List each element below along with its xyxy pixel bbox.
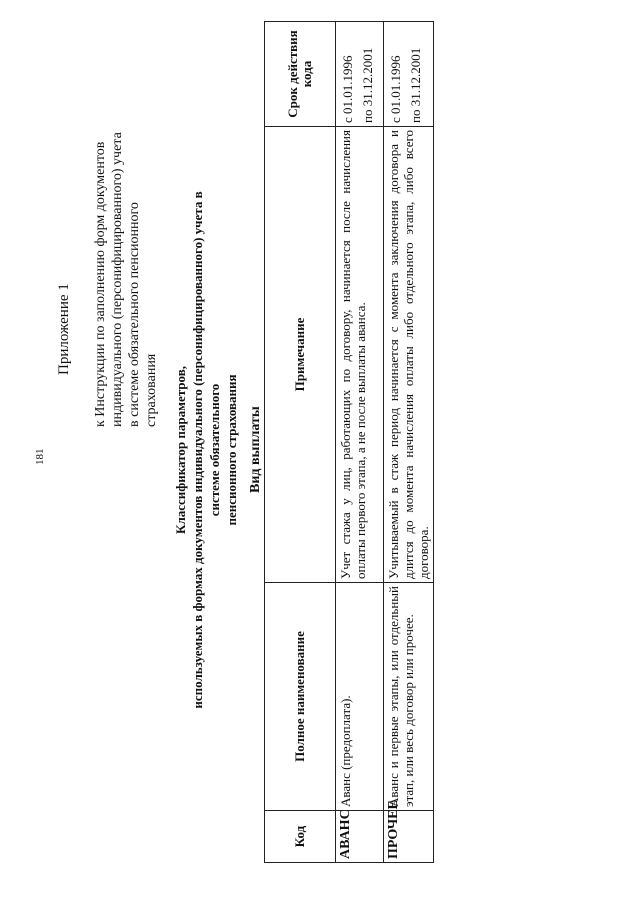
row-name: Аванс (предоплата). bbox=[336, 583, 384, 811]
term-to: по 31.12.2001 bbox=[408, 47, 423, 123]
page-number: 181 bbox=[34, 448, 46, 465]
title-line-3: пенсионного страхования bbox=[224, 374, 239, 526]
row-name: Аванс и первые этапы, или отдельный этап, или весь договор или прочее. bbox=[384, 583, 434, 811]
table-row bbox=[336, 22, 384, 863]
term-to: по 31.12.2001 bbox=[360, 47, 375, 123]
row-term bbox=[336, 22, 384, 127]
row-code: АВАНС bbox=[336, 811, 384, 863]
classifier-table bbox=[264, 21, 434, 863]
appendix-title: Приложение 1 bbox=[56, 283, 72, 375]
row-code: ПРОЧЕЕ bbox=[384, 811, 434, 863]
header-note: Примечание bbox=[265, 127, 336, 583]
row-note: Учет стажа у лиц, работающих по договору, начинается после начисления оплаты первого этапа, а не после выплаты аванса. bbox=[336, 127, 384, 583]
header-name: Полное наименование bbox=[265, 583, 336, 811]
row-note: Учитываемый в стаж период начинается с момента заключения договора и длится до момента начисления оплаты либо отдельного этапа, либо всего договора. bbox=[384, 127, 434, 583]
appendix-reference: к Инструкции по заполнению форм документов индивидуального (персонифицированного) учета в системе обязательного пенсионного страхования bbox=[93, 132, 159, 427]
term-from: с 01.01.1996 bbox=[340, 55, 355, 123]
header-code: Код bbox=[265, 811, 336, 863]
title-line-2: используемых в формах документов индивидуального (персонифицированного) учета в системе обязательного bbox=[190, 191, 222, 709]
term-from: с 01.01.1996 bbox=[388, 55, 403, 123]
header-term: Срок действия кода bbox=[265, 22, 336, 127]
document-title bbox=[172, 170, 240, 730]
table-row bbox=[384, 22, 434, 863]
row-term bbox=[384, 22, 434, 127]
table-header-row bbox=[265, 22, 336, 863]
section-title: Вид выплаты bbox=[248, 406, 263, 493]
title-line-1: Классификатор параметров, bbox=[173, 366, 188, 534]
